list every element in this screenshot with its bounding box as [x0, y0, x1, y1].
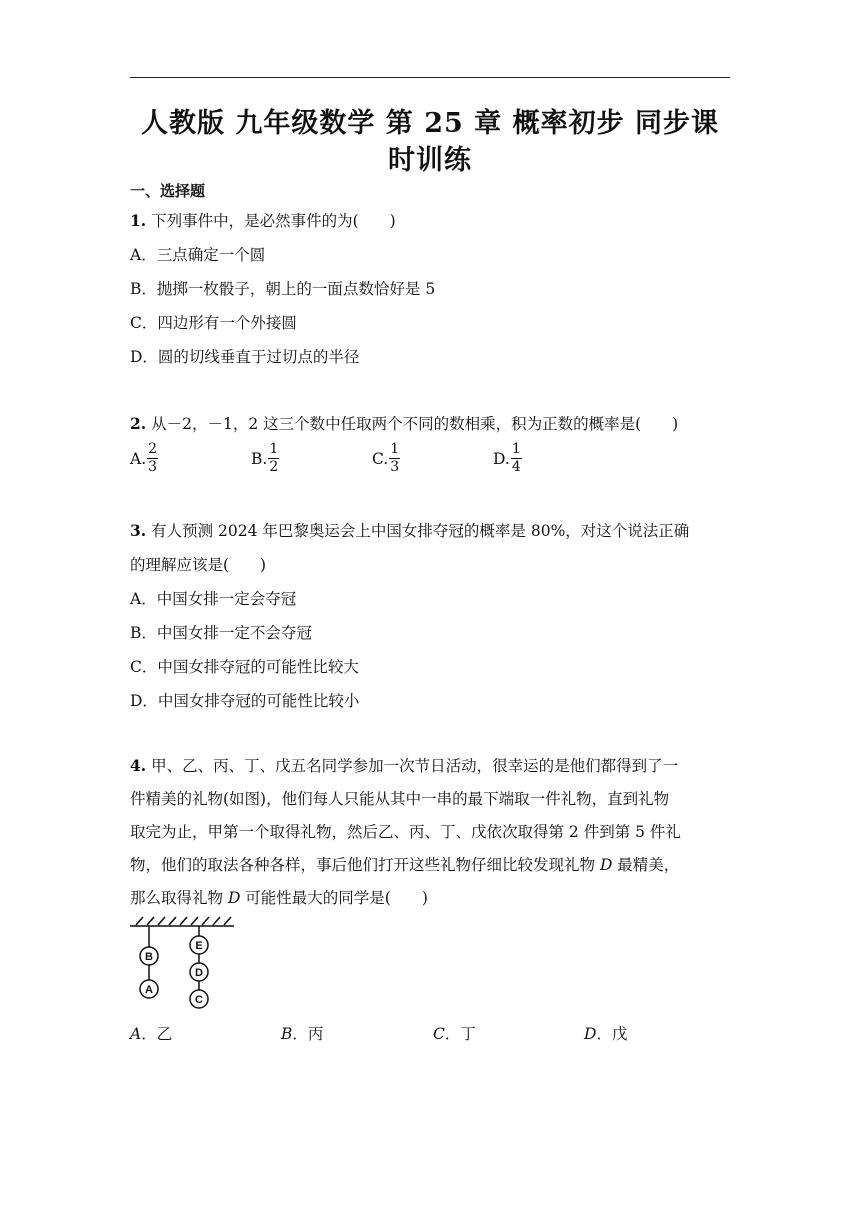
q4-stem-line1	[130, 754, 678, 776]
q3-option-a: A．中国女排一定会夺冠	[130, 590, 297, 608]
q3-option-c: C．中国女排夺冠的可能性比较大	[130, 658, 359, 676]
gift-strings-figure	[130, 913, 240, 1013]
q1-option-c: C．四边形有一个外接圆	[130, 314, 297, 332]
gift-a-label: A	[145, 984, 153, 996]
fraction-numerator: 1	[269, 441, 279, 457]
gift-d-label: D	[195, 967, 203, 979]
q2-option-b-fraction	[268, 441, 279, 476]
q4-stem-text-1: 甲、乙、丙、丁、戊五名同学参加一次节日活动，很幸运的是他们都得到了一	[151, 757, 679, 775]
q2-option-b-label: B.	[251, 449, 268, 468]
q3-option-d: D．中国女排夺冠的可能性比较小	[130, 692, 360, 710]
q4-option-a	[130, 1022, 172, 1044]
q4-stem-line3: 取完为止，甲第一个取得礼物，然后乙、丙、丁、戊依次取得第 2 件到第 5 件礼	[130, 823, 681, 841]
q2-option-b	[251, 441, 279, 476]
q2-option-c-fraction	[389, 441, 400, 476]
q1-number: 1.	[130, 211, 147, 230]
fraction-denominator: 2	[269, 459, 279, 475]
q4-stem5-part2: 可能性最大的同学是( )	[240, 889, 428, 907]
fraction-numerator: 2	[148, 441, 158, 457]
fraction-denominator: 4	[511, 459, 521, 475]
q2-stem	[130, 412, 678, 434]
q3-stem-line2: 的理解应该是( )	[130, 556, 267, 574]
q3-stem-line1	[130, 519, 689, 541]
q4-option-d	[584, 1022, 627, 1044]
q3-option-b: B．中国女排一定不会夺冠	[130, 624, 312, 642]
q4-option-b-text: ．丙	[292, 1025, 324, 1043]
doc-title-line1: 人教版 九年级数学 第 25 章 概率初步 同步课	[141, 108, 719, 139]
q2-option-a-label: A.	[130, 449, 147, 468]
q4-option-c	[433, 1022, 476, 1044]
gift-e-label: E	[195, 940, 203, 952]
q2-option-d-fraction	[511, 441, 522, 476]
q2-option-a	[130, 441, 158, 476]
q4-stem-line4	[130, 853, 679, 875]
q4-stem4-part1: 物，他们的取法各种各样，事后他们打开这些礼物仔细比较发现礼物	[130, 856, 600, 874]
q4-gift-variable: D	[599, 856, 613, 874]
header-rule	[130, 77, 730, 78]
q4-stem4-part2: 最精美，	[612, 856, 680, 874]
q2-option-d	[493, 441, 522, 476]
q4-stem-line5	[130, 886, 428, 908]
q4-option-a-label: A	[130, 1025, 142, 1043]
doc-title-line2: 时训练	[388, 145, 472, 176]
ceiling-bar	[130, 917, 234, 926]
q2-option-a-fraction	[147, 441, 158, 476]
q2-option-c	[372, 441, 400, 476]
q1-option-a: A．三点确定一个圆	[130, 246, 266, 264]
fraction-numerator: 1	[390, 441, 400, 457]
q3-number: 3.	[130, 521, 147, 540]
q2-stem-text: 从－2，－1，2 这三个数中任取两个不同的数相乘，积为正数的概率是( )	[151, 415, 679, 433]
q4-option-c-text: ．丁	[444, 1025, 476, 1043]
q4-option-b	[281, 1022, 323, 1044]
section-heading: 一、选择题	[130, 182, 206, 200]
q4-option-a-text: ．乙	[141, 1025, 173, 1043]
q4-option-d-text: ．戊	[596, 1025, 628, 1043]
q4-option-c-label: C	[433, 1025, 445, 1043]
q4-option-d-label: D	[584, 1025, 597, 1043]
q1-stem-text: 下列事件中，是必然事件的为( )	[151, 212, 396, 230]
q1-stem	[130, 209, 396, 231]
gift-b-label: B	[145, 951, 153, 963]
gift-c-label: C	[195, 994, 203, 1006]
fraction-numerator: 1	[511, 441, 521, 457]
fraction-denominator: 3	[148, 459, 158, 475]
q4-number: 4.	[130, 756, 147, 775]
q1-option-d: D．圆的切线垂直于过切点的半径	[130, 348, 360, 366]
q4-option-b-label: B	[281, 1025, 293, 1043]
q4-stem5-part1: 那么取得礼物	[130, 889, 228, 907]
q2-number: 2.	[130, 414, 147, 433]
q2-option-c-label: C.	[372, 449, 389, 468]
q1-option-b: B．抛掷一枚骰子，朝上的一面点数恰好是 5	[130, 280, 436, 298]
q2-option-d-label: D.	[493, 449, 510, 468]
q4-gift-variable: D	[227, 889, 241, 907]
q4-stem-line2: 件精美的礼物(如图)，他们每人只能从其中一串的最下端取一件礼物，直到礼物	[130, 790, 670, 808]
fraction-denominator: 3	[390, 459, 400, 475]
q3-stem-text-1: 有人预测 2024 年巴黎奥运会上中国女排夺冠的概率是 80%，对这个说法正确	[151, 522, 690, 540]
